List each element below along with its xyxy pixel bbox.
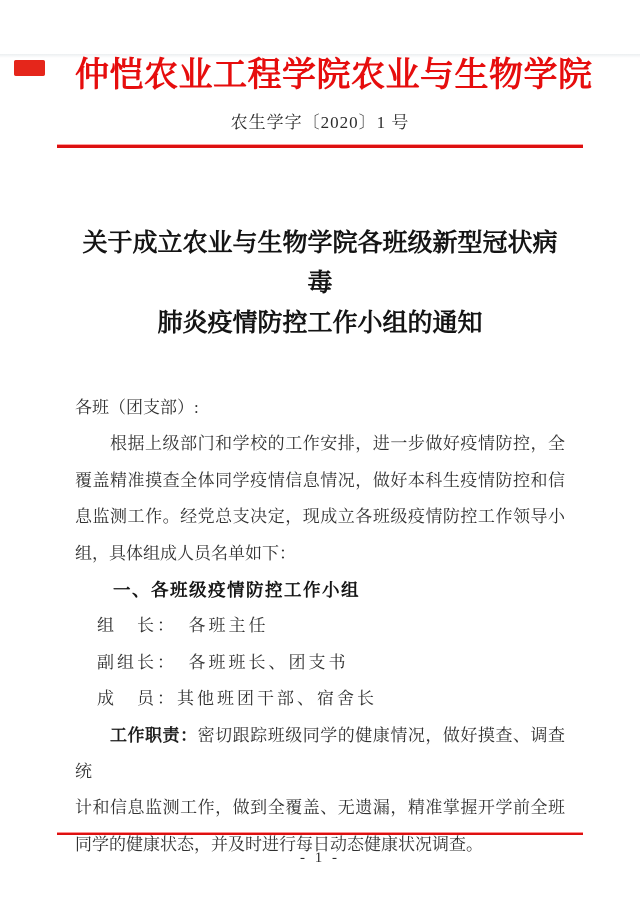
body-line-para: 同学的健康状态，并及时进行每日动态健康状况调查。 bbox=[75, 834, 483, 854]
document-number: 农生学字〔2020〕1 号 bbox=[230, 113, 410, 132]
notice-title bbox=[75, 224, 565, 344]
document-page bbox=[0, 54, 640, 921]
duty-label: 工作职责： bbox=[110, 725, 198, 745]
body-line-para: 根据上级部门和学校的工作安排，进一步做好疫情防控，全 bbox=[110, 434, 565, 454]
body-line-role: 成 员：其他班团干部、宿舍长 bbox=[97, 689, 377, 709]
body-line-para: 组，具体组成人员名单如下： bbox=[75, 543, 296, 563]
body-line-para: 工作职责：密切跟踪班级同学的健康情况，做好摸查、调查统 bbox=[75, 725, 566, 782]
institution-title: 仲恺农业工程学院农业与生物学院 bbox=[75, 57, 593, 94]
body-line-heading: 一、各班级疫情防控工作小组 bbox=[113, 580, 360, 601]
body-line-plain: 各班（团支部）: bbox=[75, 398, 199, 417]
header-red-rule bbox=[57, 144, 583, 148]
footer-red-rule bbox=[57, 832, 583, 835]
body-line-role: 副组长： 各班班长、团支书 bbox=[97, 652, 349, 672]
body-line-para: 息监测工作。经党总支决定，现成立各班级疫情防控工作领导小 bbox=[75, 507, 565, 527]
notice-title-line2: 肺炎疫情防控工作小组的通知 bbox=[157, 310, 483, 337]
body-line-role: 组 长： 各班主任 bbox=[97, 616, 269, 636]
page-number: - 1 - bbox=[300, 850, 340, 866]
body-text-block bbox=[75, 390, 565, 863]
document-body bbox=[0, 54, 640, 863]
notice-title-line1: 关于成立农业与生物学院各班级新型冠状病毒 bbox=[82, 230, 558, 297]
body-line-para: 覆盖精准摸查全体同学疫情信息情况，做好本科生疫情防控和信 bbox=[75, 470, 565, 490]
body-line-para: 计和信息监测工作，做到全覆盖、无遗漏，精准掌握开学前全班 bbox=[75, 798, 565, 818]
